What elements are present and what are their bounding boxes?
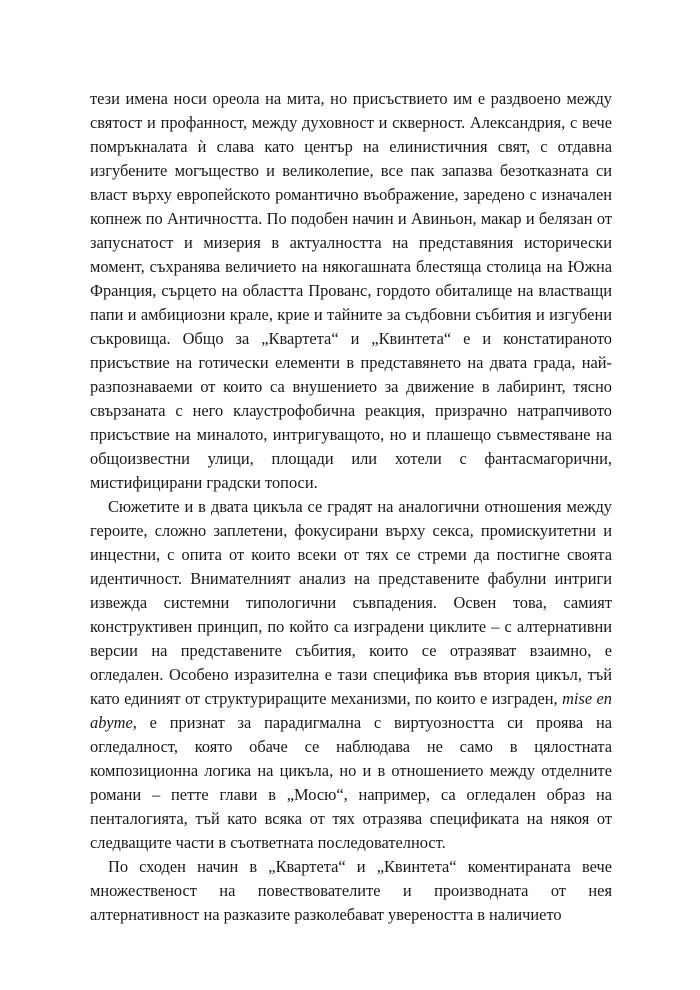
paragraph-1-text: тези имена носи ореола на мита, но присъствието им е раздвоено между святост и профанност, между духовност и скверност. Александрия, с вече помръкналата ѝ слава като център на елинистичния свят, с отдавна изгубените могъщество и великолепие, все пак запазва безотказната си власт върху европейското романтично въображение, заредено с изначален копнеж по Античността. По подобен начин и Авиньон, макар и белязан от запуснатост и мизерия в актуалността на представяния исторически момент, съхранява величието на някогашната блестяща столица на Южна Франция, сърцето на областта Прованс, гордото обиталище на властващи папи и амбициозни крале, крие и тайните за съдбовни събития и изгубени съкровища. Общо за „Квартета“ и „Квинтета“ е и констатираното присъствие на готически елементи в представянето на двата града, най-разпознаваеми от които са внушението за движение в лабиринт, тясно свързаната с него клаустрофобична реакция, призрачно натрапчивото присъствие на миналото, интригуващото, но и плашещо съвместяване на общоизвестни улици, площади или хотели с фантасмагорични, мистифицирани градски топоси. (90, 89, 612, 492)
paragraph-2-italic-term: mise en abyme (90, 689, 612, 732)
paragraph-3-text: По сходен начин в „Квартета“ и „Квинтета“ коментираната вече множественост на повествователите и производната от нея алтернативност на разказите разколебават увереността в наличието (90, 857, 612, 924)
paragraph-2-text-a: Сюжетите и в двата цикъла се градят на аналогични отношения между героите, сложно заплетени, фокусирани върху секса, промискуитетни и инцестни, с опита от които всеки от тях се стреми да постигне своята идентичност. Внимателният анализ на представените фабулни интриги извежда системни типологични съвпадения. Освен това, самият конструктивен принцип, по който са изградени циклите – с алтернативни версии на представените събития, които се отразяват взаимно, е огледален. Особено изразителна е тази специфика във втория цикъл, тъй като единият от структуриращите механизми, по които е изграден, (90, 497, 612, 708)
body-text (90, 87, 612, 927)
paragraph-2-text-b: , е признат за парадигмална с виртуозността си проява на огледалност, която обаче се наблюдава не само в цялостната композиционна логика на цикъла, но и в отношението между отделните романи – петте глави в „Мосю“, например, са огледален образ на пенталогията, тъй като всяка от тях отразява спецификата на някоя от следващите части в съответната последователност. (90, 713, 612, 852)
paragraph-3 (90, 855, 612, 927)
paragraph-1 (90, 87, 612, 495)
paragraph-2 (90, 495, 612, 855)
